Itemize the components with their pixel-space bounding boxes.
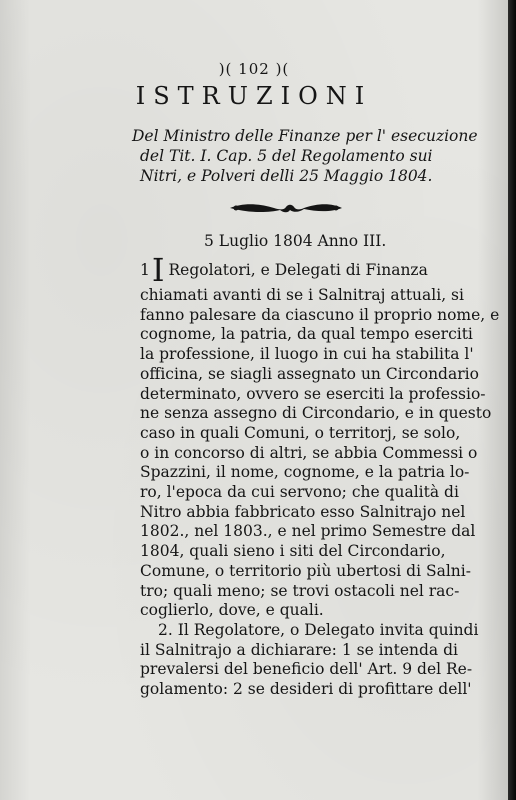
text-line: Spazzini, il nome, cognome, e la patria lo-	[140, 463, 470, 482]
page-number: )( 102 )(	[218, 60, 290, 78]
text-line: ne senza assegno di Circondario, e in questo	[140, 404, 492, 423]
text-line: 2. Il Regolatore, o Delegato invita quindi	[158, 620, 479, 639]
text-line: fanno palesare da ciascuno il proprio nome, e	[140, 305, 500, 324]
body-text	[140, 251, 500, 700]
text-line: la professione, il luogo in cui ha stabilita l'	[140, 345, 474, 364]
text-line: officina, se siagli assegnato un Circondario	[140, 364, 479, 383]
book-edge-shadow	[508, 0, 516, 800]
text-line: determinato, ovvero se eserciti la professio-	[140, 384, 486, 403]
text-line: tro; quali meno; se trovi ostacoli nel rac-	[140, 581, 460, 600]
text-line: Nitro abbia fabbricato esso Salnitrajo nel	[140, 502, 466, 521]
paragraph-1-first-line-text: Regolatori, e Delegati di Finanza	[168, 261, 428, 279]
drop-cap: I	[151, 251, 165, 289]
subtitle-line: Nitri, e Polveri delli 25 Maggio 1804.	[140, 167, 433, 185]
text-line: ro, l'epoca da cui servono; che qualità di	[140, 483, 459, 502]
paragraph-1-first-line	[140, 251, 480, 289]
text-line: 1802., nel 1803., e nel primo Semestre dal	[140, 522, 476, 541]
date-line: 5 Luglio 1804 Anno III.	[204, 232, 387, 250]
text-line: il Salnitrajo a dichiarare: 1 se intenda di	[140, 640, 458, 659]
ornament-divider	[228, 200, 344, 216]
text-line: chiamati avanti di se i Salnitraj attuali, si	[140, 286, 464, 304]
text-line: 1804, quali sieno i siti del Circondario,	[140, 542, 446, 561]
page-title: ISTRUZIONI	[135, 82, 373, 110]
text-line: golamento: 2 se desideri di profittare dell'	[140, 680, 472, 699]
subtitle-line: Del Ministro delle Finanze per l' esecuzione	[132, 127, 478, 145]
text-line: coglierlo, dove, e quali.	[140, 601, 324, 620]
text-line: caso in quali Comuni, o territorj, se solo,	[140, 423, 461, 442]
paragraph-number: 1	[140, 261, 150, 279]
subtitle-line: del Tit. I. Cap. 5 del Regolamento sui	[140, 147, 433, 165]
text-line: cognome, la patria, da qual tempo eserciti	[140, 325, 473, 344]
subtitle	[132, 126, 490, 186]
text-line: o in concorso di altri, se abbia Commessi o	[140, 443, 478, 462]
text-line: Comune, o territorio più ubertosi di Salni-	[140, 561, 471, 580]
text-line: prevalersi del beneficio dell' Art. 9 del Re-	[140, 660, 473, 679]
